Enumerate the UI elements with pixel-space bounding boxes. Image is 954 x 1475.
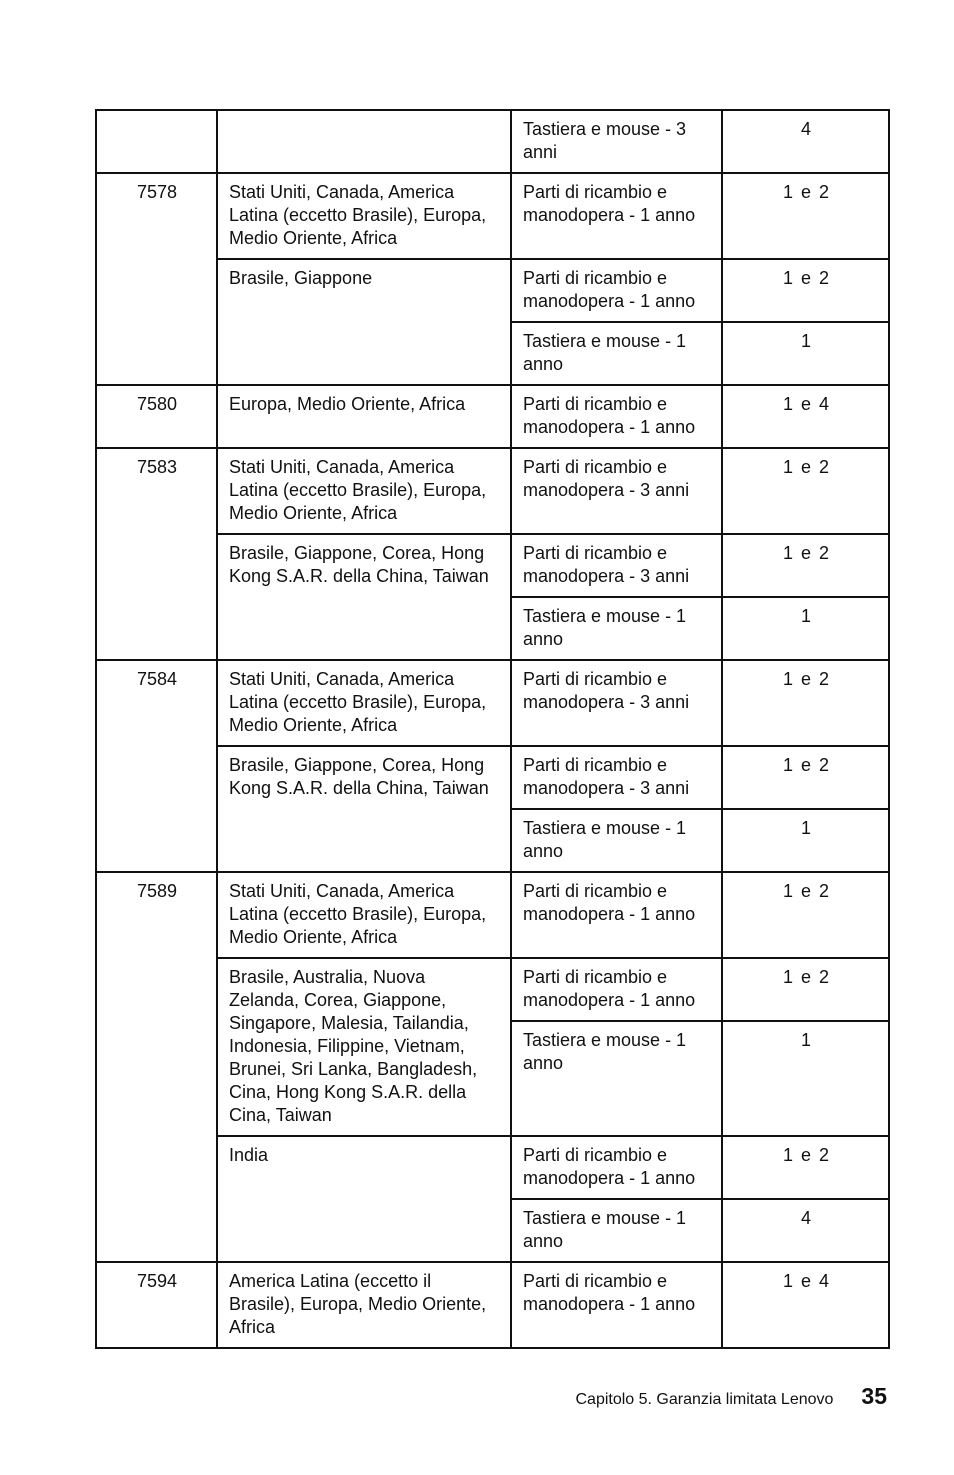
table-row [96, 385, 889, 448]
warranty-table [95, 109, 890, 1349]
warranty-period-cell: Parti di ricambio e manodopera - 1 anno [511, 872, 722, 958]
region-cell: Brasile, Australia, Nuova Zelanda, Corea, Giappone, Singapore, Malesia, Tailandia, Indonesia, Filippine, Vietnam, Brunei, Sri Lanka, Bangladesh, Cina, Hong Kong S.A.R. della Cina, Taiwan [217, 958, 511, 1136]
table-row [96, 173, 889, 259]
region-cell [217, 110, 511, 173]
warranty-period-cell: Parti di ricambio e manodopera - 3 anni [511, 746, 722, 809]
chapter-title: Capitolo 5. Garanzia limitata Lenovo [575, 1391, 834, 1408]
service-type-cell: 1 [722, 809, 889, 872]
warranty-period-cell: Parti di ricambio e manodopera - 1 anno [511, 958, 722, 1021]
warranty-period-cell: Parti di ricambio e manodopera - 1 anno [511, 173, 722, 259]
warranty-period-cell: Parti di ricambio e manodopera - 1 anno [511, 385, 722, 448]
page-number: 35 [861, 1383, 887, 1409]
region-cell: Brasile, Giappone [217, 259, 511, 385]
machine-type-cell [96, 110, 217, 173]
region-cell: Stati Uniti, Canada, America Latina (eccetto Brasile), Europa, Medio Oriente, Africa [217, 173, 511, 259]
table-row [96, 660, 889, 746]
service-type-cell: 1 e 2 [722, 259, 889, 322]
service-type-cell: 1 e 2 [722, 958, 889, 1021]
service-type-cell: 1 e 4 [722, 1262, 889, 1348]
service-type-cell: 1 e 2 [722, 1136, 889, 1199]
service-type-cell: 4 [722, 110, 889, 173]
service-type-cell: 1 e 2 [722, 448, 889, 534]
machine-type-cell: 7584 [96, 660, 217, 872]
service-type-cell: 1 e 2 [722, 534, 889, 597]
table-row [96, 110, 889, 173]
warranty-period-cell: Tastiera e mouse - 1 anno [511, 809, 722, 872]
warranty-period-cell: Parti di ricambio e manodopera - 3 anni [511, 534, 722, 597]
region-cell: Brasile, Giappone, Corea, Hong Kong S.A.R. della China, Taiwan [217, 746, 511, 872]
machine-type-cell: 7583 [96, 448, 217, 660]
warranty-period-cell: Parti di ricambio e manodopera - 3 anni [511, 660, 722, 746]
region-cell: Stati Uniti, Canada, America Latina (eccetto Brasile), Europa, Medio Oriente, Africa [217, 660, 511, 746]
table-row [96, 448, 889, 534]
region-cell: America Latina (eccetto il Brasile), Europa, Medio Oriente, Africa [217, 1262, 511, 1348]
warranty-period-cell: Parti di ricambio e manodopera - 1 anno [511, 1136, 722, 1199]
table-row [96, 872, 889, 958]
machine-type-cell: 7578 [96, 173, 217, 385]
service-type-cell: 1 e 2 [722, 872, 889, 958]
service-type-cell: 1 e 4 [722, 385, 889, 448]
service-type-cell: 1 [722, 597, 889, 660]
warranty-period-cell: Parti di ricambio e manodopera - 1 anno [511, 259, 722, 322]
table-row [96, 1262, 889, 1348]
service-type-cell: 4 [722, 1199, 889, 1262]
service-type-cell: 1 e 2 [722, 746, 889, 809]
warranty-period-cell: Tastiera e mouse - 1 anno [511, 597, 722, 660]
region-cell: Stati Uniti, Canada, America Latina (eccetto Brasile), Europa, Medio Oriente, Africa [217, 872, 511, 958]
region-cell: Europa, Medio Oriente, Africa [217, 385, 511, 448]
page-footer [575, 1383, 887, 1410]
warranty-period-cell: Tastiera e mouse - 1 anno [511, 322, 722, 385]
warranty-period-cell: Tastiera e mouse - 1 anno [511, 1021, 722, 1136]
warranty-period-cell: Parti di ricambio e manodopera - 3 anni [511, 448, 722, 534]
service-type-cell: 1 e 2 [722, 660, 889, 746]
service-type-cell: 1 e 2 [722, 173, 889, 259]
service-type-cell: 1 [722, 322, 889, 385]
machine-type-cell: 7580 [96, 385, 217, 448]
machine-type-cell: 7594 [96, 1262, 217, 1348]
region-cell: Brasile, Giappone, Corea, Hong Kong S.A.R. della China, Taiwan [217, 534, 511, 660]
service-type-cell: 1 [722, 1021, 889, 1136]
warranty-period-cell: Tastiera e mouse - 1 anno [511, 1199, 722, 1262]
region-cell: India [217, 1136, 511, 1262]
warranty-period-cell: Parti di ricambio e manodopera - 1 anno [511, 1262, 722, 1348]
region-cell: Stati Uniti, Canada, America Latina (eccetto Brasile), Europa, Medio Oriente, Africa [217, 448, 511, 534]
warranty-period-cell: Tastiera e mouse - 3 anni [511, 110, 722, 173]
machine-type-cell: 7589 [96, 872, 217, 1262]
